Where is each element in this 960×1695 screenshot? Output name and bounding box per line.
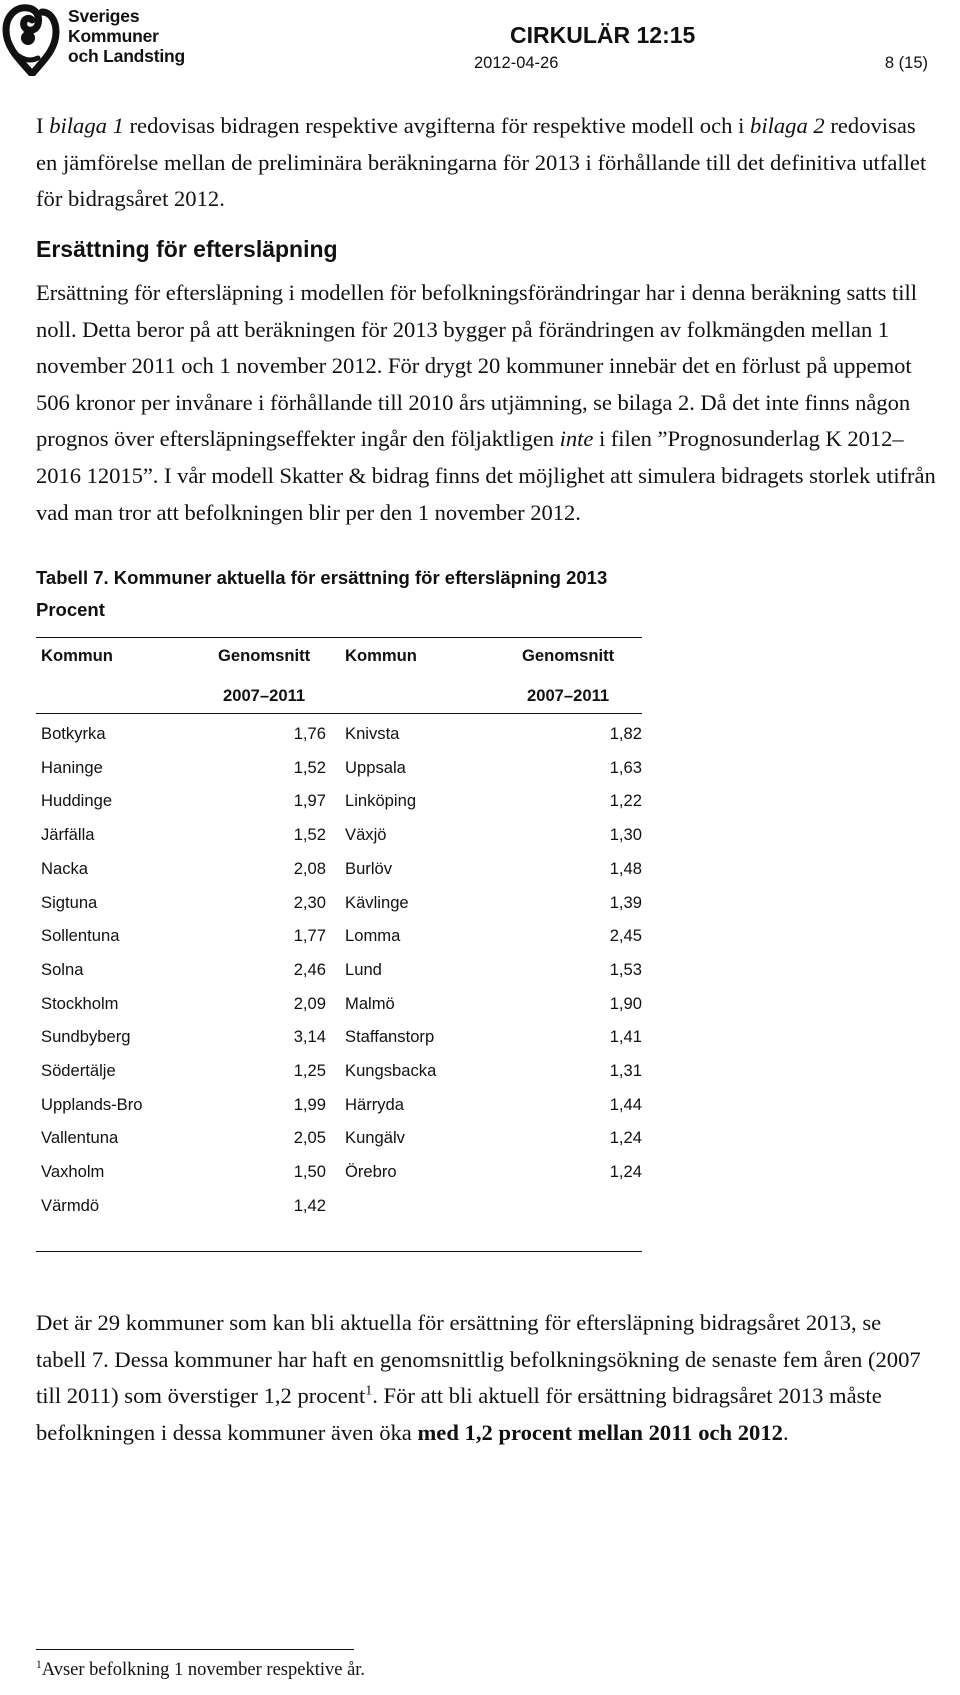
footnote-separator [36,1649,354,1650]
table-row [36,994,642,1030]
kommun-cell: Härryda [345,1094,405,1114]
bilaga-2-reference: bilaga 2 [750,113,825,138]
genomsnitt-cell: 2,08 [293,858,326,878]
kommun-cell: Solna [41,959,84,979]
text-run: . För att bli aktuell för ersättning bidragsåret 2013 måste befolkningen i dessa kommuner även öka [36,1383,882,1445]
kommun-cell: Örebro [345,1162,397,1182]
logo-wordmark [68,6,185,66]
footnote-mark: 1 [36,1658,42,1671]
genomsnitt-cell: 1,53 [609,959,642,979]
genomsnitt-cell: 1,77 [293,926,326,946]
genomsnitt-cell: 1,31 [609,1061,642,1080]
genomsnitt-cell: 1,50 [293,1162,326,1182]
bilaga-1-reference: bilaga 1 [49,113,124,138]
table-row [36,893,642,929]
logo-line: och Landsting [68,46,185,66]
closing-paragraph [36,1305,936,1451]
kommun-cell: Knivsta [345,724,400,743]
intro-paragraph [36,108,936,218]
kommun-cell: Staffanstorp [345,1027,435,1047]
genomsnitt-cell: 1,42 [293,1195,326,1215]
kommun-cell: Huddinge [41,791,113,811]
kommun-cell: Järfälla [41,825,95,845]
kommun-cell: Lund [345,959,382,979]
genomsnitt-cell: 2,45 [609,926,642,946]
table-row [36,926,642,962]
genomsnitt-cell: 1,24 [609,1162,642,1182]
genomsnitt-cell: 1,41 [609,1027,642,1047]
genomsnitt-cell: 1,97 [293,791,326,811]
text-run: Ersättning för eftersläpning i modellen för befolkningsförändringar har i denna beräkning satts till noll. Detta beror på att beräkningen för 2013 bygger på förändringen av folkmängden mellan 1 november 2011 och 1 november 2012. För drygt 20 kommuner innebär det en förlust på uppemot 506 kronor per invånare i förhållande till 2010 års utjämning, se bilaga 2. Då det inte finns någon prognos över eftersläpningseffekter ingår den följaktligen [36,280,917,452]
genomsnitt-cell: 1,24 [609,1128,642,1148]
genomsnitt-cell: 2,30 [293,892,326,912]
emphasis-inte: inte [559,426,594,452]
kommun-cell: Växjö [345,825,387,845]
table-row [36,758,642,794]
kommun-cell: Kävlinge [345,892,409,912]
kommun-cell: Värmdö [41,1195,100,1215]
table-row [36,960,642,996]
skl-heart-logo-icon [2,2,62,76]
genomsnitt-cell: 1,82 [609,724,642,743]
footnote [36,1660,365,1681]
kommun-cell: Södertälje [41,1061,116,1080]
column-header-genomsnitt: Genomsnitt [522,646,615,665]
kommun-cell: Sundbyberg [41,1027,131,1047]
kommun-cell: Lomma [345,926,401,946]
genomsnitt-cell: 1,30 [609,825,642,845]
genomsnitt-cell: 1,63 [609,757,642,777]
kommun-cell: Sigtuna [41,892,98,912]
page-number: 8 (15) [884,54,928,72]
section-heading: Ersättning för eftersläpning [36,236,338,262]
column-header-genomsnitt: Genomsnitt [218,646,311,665]
kommun-cell: Vaxholm [41,1162,105,1182]
kommun-cell: Sollentuna [41,926,120,946]
genomsnitt-cell: 1,99 [293,1094,326,1114]
kommun-cell: Upplands-Bro [41,1094,143,1114]
genomsnitt-cell: 3,14 [293,1027,326,1047]
table-row [36,791,642,827]
table-row [36,1061,642,1097]
kommun-cell: Vallentuna [41,1128,119,1148]
table-row [36,1196,642,1232]
table-header-rule [36,713,642,714]
table-caption: Tabell 7. Kommuner aktuella för ersättning för eftersläpning 2013 [36,567,608,588]
logo-line: Sveriges [68,6,140,26]
table-row [36,1027,642,1063]
kommun-cell: Burlöv [345,858,393,878]
kommun-cell: Linköping [345,791,417,811]
column-header-period: 2007–2011 [223,686,306,705]
footnote-reference: 1 [365,1383,373,1399]
table-row [36,1095,642,1131]
text-run: I [36,113,50,138]
genomsnitt-cell: 2,46 [293,959,326,979]
circular-number: CIRKULÄR 12:15 [510,22,696,48]
organization-logo [0,0,200,82]
column-header-period: 2007–2011 [527,686,610,705]
text-run: i filen ”Prognosunderlag K 2012–2016 12015”. I vår modell Skatter & bidrag finns det möjlighet att simulera bidragets storlek utifrån vad man tror att befolkningen blir per den 1 november 2012. [36,426,936,525]
genomsnitt-cell: 1,48 [609,858,642,878]
kommun-cell: Stockholm [41,993,119,1013]
column-header-kommun: Kommun [345,646,417,665]
bold-emphasis: med 1,2 procent mellan 2011 och 2012 [417,1419,783,1445]
column-header-kommun: Kommun [41,646,113,665]
text-run: redovisas bidragen respektive avgifterna för respektive modell och i [123,113,751,138]
table-row [36,724,642,760]
genomsnitt-cell: 1,22 [609,791,642,811]
table-row [36,825,642,861]
kommun-cell: Kungälv [345,1128,405,1148]
table-top-rule [36,637,642,638]
kommun-cell: Kungsbacka [345,1061,437,1080]
kommun-cell: Botkyrka [41,724,106,743]
table-row [36,1128,642,1164]
kommun-cell: Uppsala [345,757,406,777]
genomsnitt-cell: 1,76 [293,724,326,743]
table-subcaption: Procent [36,599,105,620]
genomsnitt-cell: 1,44 [609,1094,642,1114]
table-bottom-rule [36,1251,642,1252]
genomsnitt-cell: 1,39 [609,892,642,912]
logo-line: Kommuner [68,26,159,46]
text-run: Det är 29 kommuner som kan bli aktuella för ersättning för eftersläpning bidragsåret 2013, se tabell 7. Dessa kommuner har haft en genomsnittlig befolkningsökning de senaste fem åren (2007 till 2011) som överstiger 1,2 procent [36,1310,921,1409]
section-paragraph [36,275,936,531]
kommun-cell: Malmö [345,993,395,1013]
table-row [36,859,642,895]
kommun-cell: Nacka [41,858,89,878]
circular-date: 2012-04-26 [474,54,559,72]
table-row [36,1162,642,1198]
text-run: redovisas en jämförelse mellan de preliminära beräkningarna för 2013 i förhållande till det definitiva utfallet för bidragsåret 2012. [36,113,927,212]
genomsnitt-cell: 1,90 [609,993,642,1013]
genomsnitt-cell: 2,05 [293,1128,326,1148]
text-run: . [782,1419,789,1445]
kommun-cell: Haninge [41,757,103,777]
genomsnitt-cell: 2,09 [293,993,326,1013]
footnote-text: Avser befolkning 1 november respektive år. [41,1660,366,1680]
genomsnitt-cell: 1,52 [293,757,326,777]
genomsnitt-cell: 1,25 [293,1061,326,1080]
genomsnitt-cell: 1,52 [293,825,326,845]
